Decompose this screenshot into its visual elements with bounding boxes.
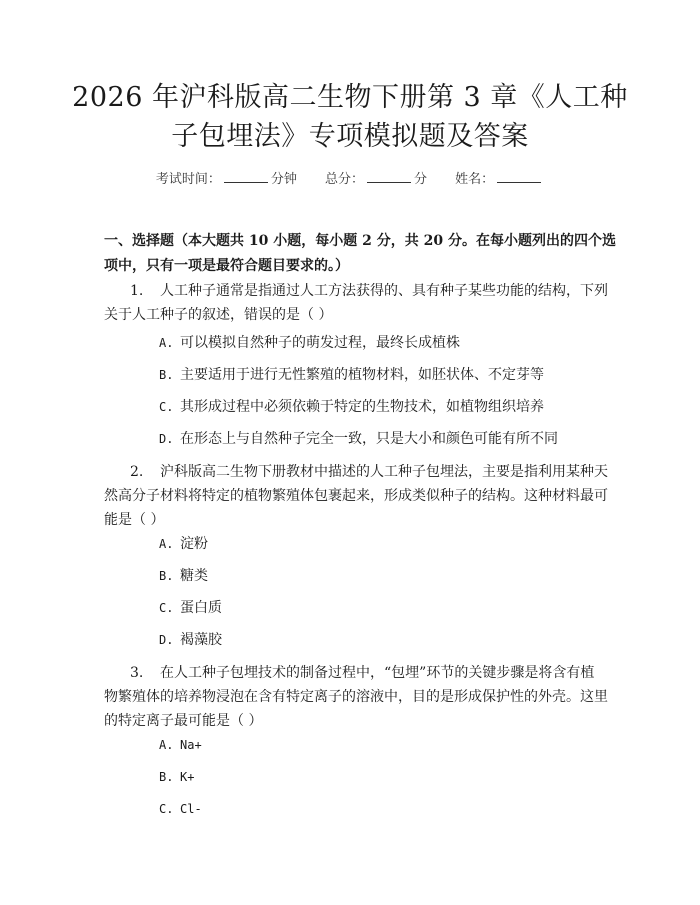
option-text: K+ — [180, 770, 195, 784]
option-text: 在形态上与自然种子完全一致，只是大小和颜色可能有所不同 — [180, 431, 558, 447]
option-letter: B. — [159, 569, 174, 583]
question-3-line3: 的特定离子最可能是（ ） — [104, 713, 263, 729]
option-text: Na+ — [180, 738, 202, 752]
question-1-line2: 关于人工种子的叙述，错误的是（ ） — [104, 307, 333, 323]
exam-time-label: 考试时间： — [155, 172, 221, 187]
q2-option-b — [159, 566, 208, 586]
section-heading-line1: 一、选择题（本大题共 10 小题，每小题 2 分，共 20 分。在每小题列出的四个选 — [104, 233, 616, 249]
question-text: 人工种子通常是指通过人工方法获得的、具有种子某些功能的结构，下列 — [160, 283, 608, 299]
question-1-line1 — [104, 279, 624, 303]
option-text: 其形成过程中必须依赖于特定的生物技术，如植物组织培养 — [180, 399, 544, 415]
option-text: Cl- — [180, 802, 202, 816]
question-number: 3. — [130, 665, 144, 681]
option-text: 糖类 — [180, 568, 208, 584]
option-letter: A. — [159, 738, 174, 752]
q1-option-c — [159, 397, 544, 417]
option-text: 褐藻胶 — [180, 632, 222, 648]
question-2-line2: 然高分子材料将特定的植物繁殖体包裹起来，形成类似种子的结构。这种材料最可 — [104, 488, 608, 504]
q2-option-d — [159, 630, 222, 650]
option-letter: D. — [159, 633, 174, 647]
question-2-line1 — [104, 460, 624, 484]
exam-time-blank — [224, 170, 268, 183]
total-score-blank — [367, 170, 411, 183]
option-letter: A. — [159, 336, 174, 350]
q3-option-b — [159, 767, 194, 787]
option-text: 淀粉 — [180, 536, 208, 552]
option-letter: C. — [159, 400, 174, 414]
question-2-line3: 能是（ ） — [104, 512, 165, 528]
exam-time-field — [156, 172, 301, 187]
option-letter: B. — [159, 368, 174, 382]
exam-time-unit: 分钟 — [270, 172, 297, 187]
option-letter: A. — [159, 537, 174, 551]
question-number: 2. — [130, 464, 144, 480]
q1-option-a — [159, 333, 460, 353]
option-text: 蛋白质 — [180, 600, 222, 616]
q2-option-a — [159, 534, 208, 554]
question-text: 在人工种子包埋技术的制备过程中，“包埋”环节的关键步骤是将含有植 — [160, 665, 595, 681]
section-heading-line2: 项中，只有一项是最符合题目要求的。） — [104, 258, 349, 274]
total-score-unit: 分 — [414, 172, 428, 187]
q1-option-d — [159, 429, 558, 449]
option-letter: D. — [159, 432, 174, 446]
q1-option-b — [159, 365, 544, 385]
document-title-line2: 子包埋法》专项模拟题及答案 — [171, 121, 529, 152]
q2-option-c — [159, 598, 222, 618]
document-title-line1: 2026 年沪科版高二生物下册第 3 章《人工种 — [72, 82, 628, 113]
student-name-field — [455, 172, 544, 187]
total-score-field — [325, 172, 431, 187]
option-letter: B. — [159, 770, 174, 784]
question-3-line1 — [104, 661, 624, 685]
option-letter: C. — [159, 601, 174, 615]
option-text: 可以模拟自然种子的萌发过程，最终长成植株 — [180, 335, 460, 351]
option-letter: C. — [159, 802, 174, 816]
question-3-line2: 物繁殖体的培养物浸泡在含有特定离子的溶液中，目的是形成保护性的外壳。这里 — [104, 689, 608, 705]
q3-option-a — [159, 735, 202, 755]
question-text: 沪科版高二生物下册教材中描述的人工种子包埋法，主要是指利用某种天 — [160, 464, 608, 480]
question-number: 1. — [130, 283, 144, 299]
student-name-blank — [497, 170, 541, 183]
option-text: 主要适用于进行无性繁殖的植物材料，如胚状体、不定芽等 — [180, 367, 544, 383]
student-name-label: 姓名： — [455, 172, 495, 187]
total-score-label: 总分： — [324, 172, 364, 187]
exam-info-row — [0, 168, 700, 187]
q3-option-c — [159, 799, 202, 819]
